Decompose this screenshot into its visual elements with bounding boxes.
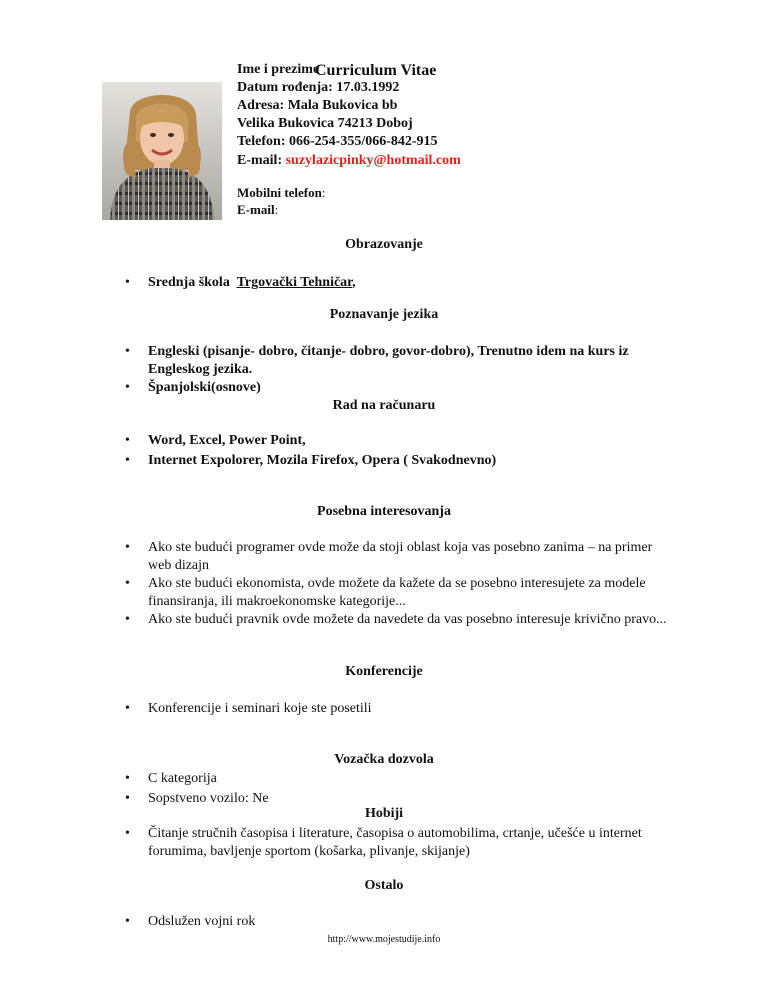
heading-racunar: Rad na računaru (332, 398, 436, 413)
phone-line: Telefon: 066-254-355/066-842-915 (237, 134, 438, 149)
name-label: Ime i prezime (237, 62, 320, 77)
name-line (237, 62, 319, 78)
mobile-line: Mobilni telefon: (237, 185, 326, 200)
email2-label: E-mail (237, 202, 275, 217)
heading-ostalo: Ostalo (364, 878, 404, 893)
address-line: Adresa: Mala Bukovica bb (237, 98, 398, 113)
email-label: E-mail: (237, 153, 283, 168)
cv-title: Curriculum Vitae (315, 62, 437, 79)
mobile-label: Mobilni telefon (237, 185, 322, 200)
list-item: • Engleski (pisanje- dobro, čitanje- dobro, govor-dobro), Trenutno idem na kurs iz Engleskog jezika. (148, 343, 668, 379)
address-line-2: Velika Bukovica 74213 Doboj (237, 116, 413, 131)
list-item: • Španjolski(osnove) (148, 379, 668, 397)
dob-label: Datum rođenja (237, 80, 329, 95)
email-line (237, 153, 461, 169)
list-item: • Srednja škola Trgovački Tehničar, (148, 274, 668, 292)
list-ostalo (148, 913, 668, 931)
list-item: • Konferencije i seminari koje ste posetili (148, 700, 668, 718)
list-hobiji (148, 825, 668, 861)
school-link[interactable]: Trgovački Tehničar (236, 275, 353, 290)
list-item: • Word, Excel, Power Point, (148, 432, 668, 450)
profile-photo (102, 82, 222, 220)
list-item: • Internet Expolorer, Mozila Firefox, Opera ( Svakodnevno) (148, 452, 668, 470)
dob-line: Datum rođenja: 17.03.1992 (237, 80, 400, 95)
heading-obrazovanje: Obrazovanje (345, 237, 423, 252)
list-item: • Ako ste budući pravnik ovde možete da navedete da vas posebno interesuje krivično pravo... (148, 611, 668, 629)
heading-konferencije: Konferencije (345, 664, 423, 679)
address-label: Adresa (237, 98, 280, 113)
list-item: • Odslužen vojni rok (148, 913, 668, 931)
list-interesovanja (148, 539, 668, 629)
dob-value: 17.03.1992 (336, 80, 400, 95)
list-item: • Ako ste budući programer ovde može da stoji oblast koja vas posebno zanima – na primer web dizajn (148, 539, 668, 575)
list-item: • Sopstveno vozilo: Ne (148, 790, 668, 808)
heading-jezici: Poznavanje jezika (329, 307, 439, 322)
list-konferencije (148, 700, 668, 718)
email-link[interactable]: suzylazicpinky@hotmail.com (285, 153, 461, 168)
portrait-illustration (102, 82, 222, 220)
list-vozacka (148, 770, 668, 808)
list-item: • Ako ste budući ekonomista, ovde možete da kažete da se posebno interesujete za modele finansiranja, ili makroekonomske kategorije... (148, 575, 668, 611)
list-racunar (148, 432, 668, 470)
list-item: • C kategorija (148, 770, 668, 788)
list-jezici (148, 343, 668, 397)
address-value: Mala Bukovica bb (287, 98, 398, 113)
phone-value: 066-254-355/066-842-915 (289, 134, 438, 149)
footer-url[interactable]: http://www.mojestudije.info (327, 934, 441, 945)
phone-label: Telefon (237, 134, 281, 149)
list-obrazovanje (148, 274, 668, 292)
heading-hobiji: Hobiji (364, 806, 404, 821)
list-item: • Čitanje stručnih časopisa i literature, časopisa o automobilima, crtanje, učešće u internet forumima, bavljenje sportom (košarka, plivanje, skijanje) (148, 825, 668, 861)
heading-vozacka: Vozačka dozvola (334, 752, 434, 767)
heading-interesovanja: Posebna interesovanja (317, 504, 451, 519)
email2-line: E-mail: (237, 202, 279, 217)
